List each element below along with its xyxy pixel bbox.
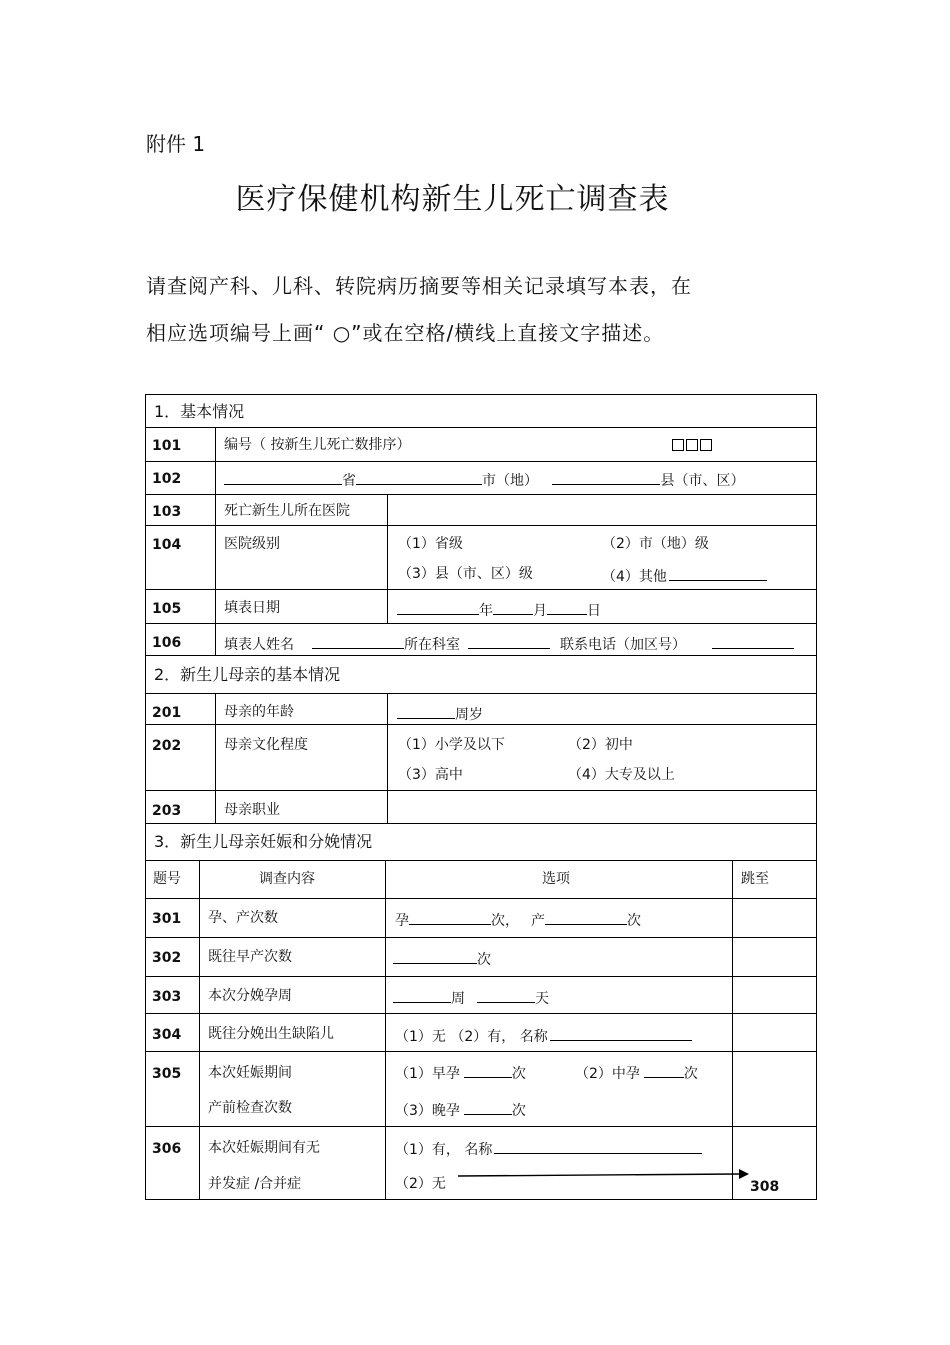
- q302-code: 302: [152, 950, 182, 966]
- header-content: 调查内容: [259, 871, 315, 887]
- section-1-title: 1．基本情况: [154, 402, 245, 421]
- q202-label: 母亲文化程度: [224, 737, 308, 753]
- q203-label: 母亲职业: [224, 802, 280, 818]
- q305-label-1: 本次妊娠期间: [208, 1065, 292, 1081]
- q306-option-yes[interactable]: （1）有， 名称: [395, 1139, 702, 1158]
- skip-arrow-icon: [455, 1166, 755, 1186]
- q104-option-1[interactable]: （1）省级: [398, 536, 463, 552]
- q201-code: 201: [152, 705, 182, 721]
- q305-option-mid[interactable]: （2）中孕 次: [575, 1063, 698, 1082]
- q306-code: 306: [152, 1141, 182, 1157]
- q104-option-4[interactable]: （4）其他: [602, 566, 767, 585]
- q203-code: 203: [152, 803, 182, 819]
- q303-code: 303: [152, 989, 182, 1005]
- q303-field[interactable]: 周 天: [393, 988, 549, 1007]
- q104-option-3[interactable]: （3）县（市、区）级: [398, 566, 533, 582]
- q202-option-3[interactable]: （3）高中: [398, 767, 463, 783]
- q102-county-label: 县（市、区）: [660, 473, 745, 489]
- q301-label: 孕、产次数: [208, 910, 278, 926]
- q201-label: 母亲的年龄: [224, 704, 294, 720]
- q106-fields[interactable]: 填表人姓名 所在科室 联系电话（加区号）: [224, 634, 794, 653]
- section-2-title: 2．新生儿母亲的基本情况: [154, 665, 341, 684]
- q202-code: 202: [152, 738, 182, 754]
- intro-line-2: 相应选项编号上画“ ○”或在空格/横线上直接文字描述。: [146, 321, 665, 345]
- q306-label-2: 并发症 /合并症: [208, 1176, 302, 1192]
- q303-label: 本次分娩孕周: [208, 988, 292, 1004]
- q306-label-1: 本次妊娠期间有无: [208, 1140, 320, 1156]
- q106-code: 106: [152, 635, 182, 651]
- q301-code: 301: [152, 911, 182, 927]
- section-3-title: 3．新生儿母亲妊娠和分娩情况: [154, 832, 373, 851]
- q105-label: 填表日期: [224, 600, 280, 616]
- annex-label: 附件 1: [146, 132, 206, 156]
- q201-age-field[interactable]: 周岁: [397, 704, 483, 723]
- q305-option-early[interactable]: （1）早孕 次: [395, 1063, 526, 1082]
- q302-field[interactable]: 次: [393, 949, 491, 968]
- q104-option-2[interactable]: （2）市（地）级: [602, 536, 709, 552]
- q105-date-field[interactable]: 年 月 日: [397, 600, 601, 619]
- q304-label: 既往分娩出生缺陷儿: [208, 1026, 334, 1042]
- q104-code: 104: [152, 537, 182, 553]
- q305-code: 305: [152, 1066, 182, 1082]
- form-title: 医疗保健机构新生儿死亡调查表: [235, 182, 670, 217]
- header-options: 选项: [542, 871, 570, 887]
- q306-option-no[interactable]: （2）无: [395, 1176, 446, 1192]
- q102-code: 102: [152, 471, 182, 487]
- q103-label: 死亡新生儿所在医院: [224, 503, 350, 519]
- q305-option-late[interactable]: （3）晚孕 次: [395, 1100, 526, 1119]
- q301-field[interactable]: 孕 次， 产 次: [395, 910, 641, 929]
- q102-region-fields[interactable]: [224, 470, 744, 489]
- q101-id-boxes[interactable]: [670, 437, 712, 453]
- q202-option-4[interactable]: （4）大专及以上: [568, 767, 675, 783]
- q102-province-label: 省: [342, 473, 356, 489]
- q202-option-2[interactable]: （2）初中: [568, 737, 633, 753]
- q103-code: 103: [152, 504, 182, 520]
- q104-label: 医院级别: [224, 536, 280, 552]
- q302-label: 既往早产次数: [208, 949, 292, 965]
- q305-label-2: 产前检查次数: [208, 1100, 292, 1116]
- q101-label: 编号（ 按新生儿死亡数排序）: [224, 437, 411, 453]
- header-num: 题号: [153, 871, 181, 887]
- q304-code: 304: [152, 1027, 182, 1043]
- q101-code: 101: [152, 438, 182, 454]
- q202-option-1[interactable]: （1）小学及以下: [398, 737, 505, 753]
- q102-city-label: 市（地）: [482, 473, 538, 489]
- q105-code: 105: [152, 601, 182, 617]
- q306-skip-target: 308: [750, 1179, 780, 1195]
- intro-line-1: 请查阅产科、儿科、转院病历摘要等相关记录填写本表，在: [146, 274, 692, 298]
- header-skip: 跳至: [741, 871, 769, 887]
- q304-field[interactable]: （1）无 （2）有， 名称: [395, 1026, 692, 1045]
